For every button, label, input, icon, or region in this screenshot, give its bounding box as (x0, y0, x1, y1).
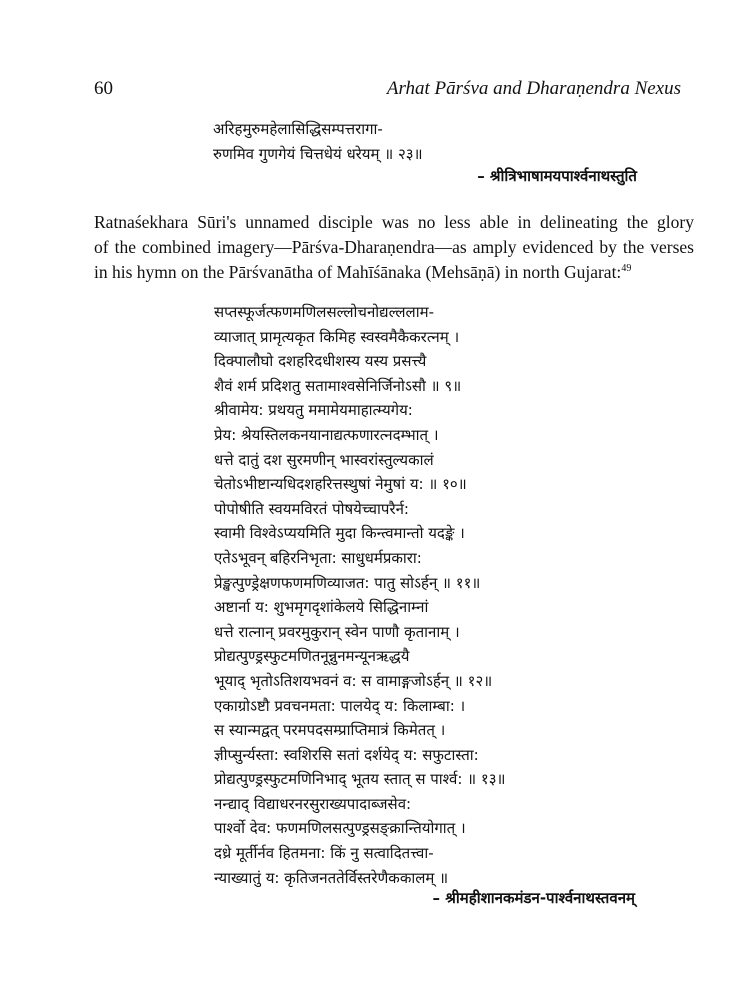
verse-line: प्रोद्यत्पुण्ड्रस्फुटमणितनून्नुनमन्यूनऋद्धयै (214, 647, 410, 666)
verse-line: धत्ते दातुं दश सुरमणीन् भास्वरांस्तुल्यकालं (214, 450, 434, 469)
verse-line: चेतोऽभीष्टान्यधिदशहरित्तस्थुषां नेमुषां य: ॥ १०॥ (214, 475, 467, 494)
prose-paragraph (94, 210, 694, 285)
verse-line: स्वामी विश्वेऽप्ययमिति मुदा किन्त्वमान्तो यदङ्के । (214, 524, 465, 543)
running-head: Arhat Pārśva and Dharaṇendra Nexus (386, 78, 681, 99)
verse-line: नन्द्याद् विद्याधरनरसुराख्यपादाब्जसेव: (214, 794, 412, 813)
prose-line: Ratnaśekhara Sūri's unnamed disciple was no less able in delineating the glory (94, 212, 694, 232)
verse-attribution-bottom: – श्रीमहीशानकमंडन-पार्श्वनाथस्तवनम् (432, 889, 635, 907)
footnote-ref: 49 (621, 263, 632, 274)
prose-line: of the combined imagery—Pārśva-Dharaṇendra—as amply evidenced by the verses (94, 237, 694, 257)
verse-line: धत्ते रात्नान् प्रवरमुकुरान् स्वेन पाणौ कृतानाम् । (214, 622, 460, 641)
verse-line: शैवं शर्म प्रदिशतु सतामाश्वसेनिर्जिनोऽसौ ॥ ९॥ (214, 376, 462, 395)
verse-line: एकाग्रोऽष्टौ प्रवचनमता: पालयेद् य: किलाम्बा: । (214, 696, 466, 715)
verse-attribution-top: – श्रीत्रिभाषामयपार्श्वनाथस्तुति (477, 167, 637, 185)
verse-line: अरिहमुरुमहेलासिद्धिसम्पत्तरागा- (213, 120, 383, 138)
verse-line: भूयाद् भृतोऽतिशयभवनं व: स वामाङ्गजोऽर्हन् ॥ १२॥ (214, 671, 493, 690)
verse-line: प्रोद्यत्पुण्ड्रस्फुटमणिनिभाद् भूतय स्तात् स पार्श्व: ॥ १३॥ (214, 770, 506, 789)
verse-line: रुणमिव गुणगेयं चित्तधेयं धरेयम् ॥ २३॥ (213, 145, 423, 163)
verse-line: प्रेय: श्रेयस्तिलकनयानाद्यत्फणारत्नदम्भात् । (214, 425, 439, 444)
verse-line: प्रेङ्खत्पुण्ड्रेक्षणफणमणिव्याजत: पातु सोऽर्हन् ॥ ११॥ (214, 573, 481, 592)
verse-line: न्याख्यातुं य: कृतिजनततेर्विस्तरेणैककालम् ॥ (214, 868, 449, 887)
verse-line: स स्यान्मद्वत् परमपदसम्प्राप्तिमात्रं किमेतत् । (214, 721, 446, 740)
verse-line: अष्टार्ना य: शुभमृगदृशांकेलये सिद्धिनाम्नां (214, 598, 429, 617)
verse-line: ज्ञीप्सुर्न्यस्ता: स्वशिरसि सतां दर्शयेद् य: सफुटास्ता: (214, 745, 479, 764)
verse-line: व्याजात् प्रामृत्यकृत किमिह स्वस्वमैकैकरत्नम् । (214, 327, 460, 346)
verse-line: एतेऽभूवन् बहिरनिभृता: साधुधर्मप्रकारा: (214, 548, 422, 567)
page-number: 60 (94, 78, 113, 99)
verse-line: सप्तस्फूर्जत्फणमणिलसल्लोचनोद्यल्ललाम- (214, 303, 434, 321)
prose-line-text: in his hymn on the Pārśvanātha of Mahīśānaka (Mehsāṇā) in north Gujarat: (94, 262, 622, 282)
verse-line: पोपोषीति स्वयमविरतं पोषयेच्चापरैर्न: (214, 499, 409, 518)
verse-line: दिक्पालौघो दशहरिदधीशस्य यस्य प्रसत्त्यै (214, 352, 427, 371)
prose-line-last (94, 260, 694, 285)
verse-block-main (214, 300, 506, 890)
page-header (94, 78, 681, 104)
verse-line: श्रीवामेय: प्रथयतु ममामेयमाहात्म्यगेय: (214, 401, 413, 420)
verse-block-top (213, 117, 423, 167)
verse-line: दध्रे मूर्तीर्नव हितमना: किं नु सत्वादितत्त्वा- (214, 844, 434, 863)
verse-line: पार्श्वो देव: फणमणिलसत्पुण्ड्रसङ्क्रान्तियोगात् । (214, 819, 466, 838)
